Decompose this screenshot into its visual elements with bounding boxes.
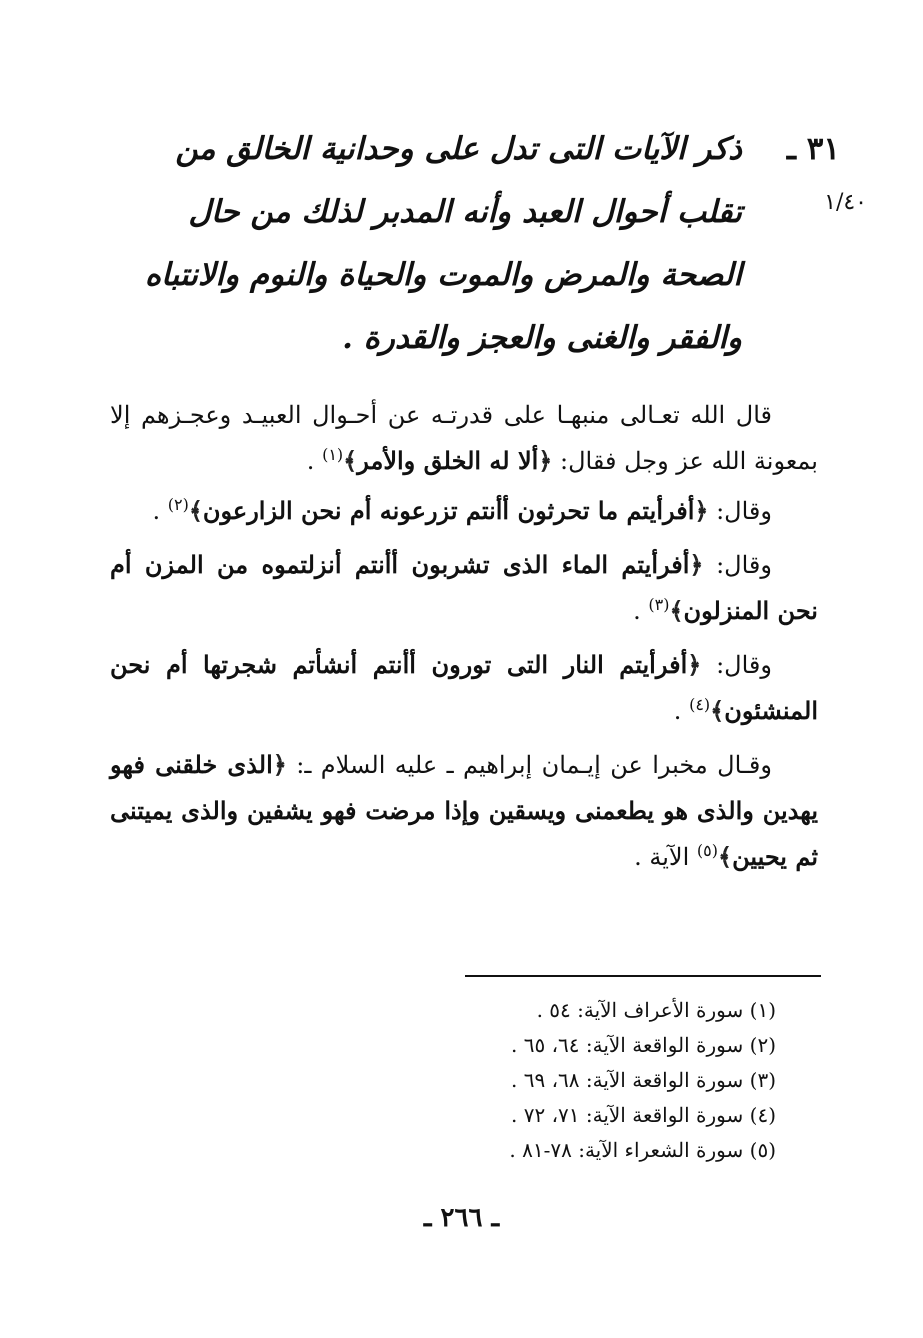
paragraph-intro: قال الله تعـالى منبهـا على قدرتـه عن أحـوال العبيـد وعجـزهم إلا بمعونة الله عز وجل فقال: — [110, 401, 818, 475]
footnotes-list — [300, 993, 776, 1168]
paragraph-intro: وقال: — [701, 651, 772, 679]
quran-open-bracket: ﴿ — [538, 446, 553, 475]
quran-close-bracket: ﴾ — [718, 842, 733, 871]
quran-close-bracket: ﴾ — [669, 596, 684, 625]
quran-quote: أفرأيتم ما تحرثون أأنتم تزرعونه أم نحن الزارعون — [202, 496, 695, 525]
footnote-reference: (٢) — [167, 495, 189, 514]
page-number: ـ ٢٦٦ ـ — [423, 1203, 500, 1233]
footnote-reference: (١) — [322, 445, 344, 464]
paragraph-end: . — [306, 447, 323, 475]
paragraph — [110, 642, 818, 734]
footnote-item: (١) سورة الأعراف الآية: ٥٤ . — [536, 998, 776, 1022]
footnote-item: (٣) سورة الواقعة الآية: ٦٨، ٦٩ . — [511, 1068, 776, 1092]
footnote-reference: (٣) — [648, 595, 670, 614]
paragraph — [110, 542, 818, 634]
quran-close-bracket: ﴾ — [188, 496, 203, 525]
quran-close-bracket: ﴾ — [343, 446, 358, 475]
footnote-item: (٥) سورة الشعراء الآية: ٧٨-٨١ . — [509, 1138, 776, 1162]
main-text — [110, 392, 818, 888]
quran-open-bracket: ﴿ — [272, 750, 287, 779]
paragraph-end: الآية . — [634, 843, 697, 871]
chapter-title: ذكر الآيات التى تدل على وحدانية الخالق من تقلب أحوال العبد وأنه المدبر لذلك من حال الصحة والمرض والموت والحياة والنوم والانتباه والفقر والغنى والعجز والقدرة . — [144, 131, 742, 356]
paragraph-intro: وقال: — [703, 551, 772, 579]
quran-quote: أفرأيتم النار التى تورون أأنتم أنشأتم شجرتها أم نحن المنشئون — [110, 650, 818, 725]
quran-open-bracket: ﴿ — [687, 650, 702, 679]
paragraph — [110, 392, 818, 484]
footnote-item: (٢) سورة الواقعة الآية: ٦٤، ٦٥ . — [511, 1033, 776, 1057]
margin-reference: ١/٤٠ — [824, 190, 867, 215]
quran-quote: ألا له الخلق والأمر — [357, 446, 539, 475]
paragraph-intro: وقال: — [708, 497, 772, 525]
paragraph-intro: وقـال مخبرا عن إيـمان إبراهيم ـ عليه السلام ـ: — [286, 751, 772, 779]
quran-open-bracket: ﴿ — [689, 550, 704, 579]
quran-quote: الذى خلقنى فهو يهدين والذى هو يطعمنى ويسقين وإذا مرضت فهو يشفين والذى يميتنى ثم يحيين — [110, 750, 818, 871]
paragraph — [110, 488, 818, 534]
quran-quote: أفرأيتم الماء الذى تشربون أأنتم أنزلتموه من المزن أم نحن المنزلون — [110, 550, 818, 625]
quran-open-bracket: ﴿ — [694, 496, 709, 525]
paragraph-end: . — [633, 597, 649, 625]
footnote-item: (٤) سورة الواقعة الآية: ٧١، ٧٢ . — [511, 1103, 776, 1127]
footnote-reference: (٥) — [696, 841, 718, 860]
chapter-number: ٣١ ـ — [786, 131, 840, 167]
chapter-heading — [140, 118, 840, 370]
paragraph-end: . — [152, 497, 168, 525]
paragraph-end: . — [673, 697, 690, 725]
footnote-reference: (٤) — [689, 695, 711, 714]
footnote-divider — [465, 975, 821, 977]
paragraph — [110, 742, 818, 880]
quran-close-bracket: ﴾ — [710, 696, 725, 725]
